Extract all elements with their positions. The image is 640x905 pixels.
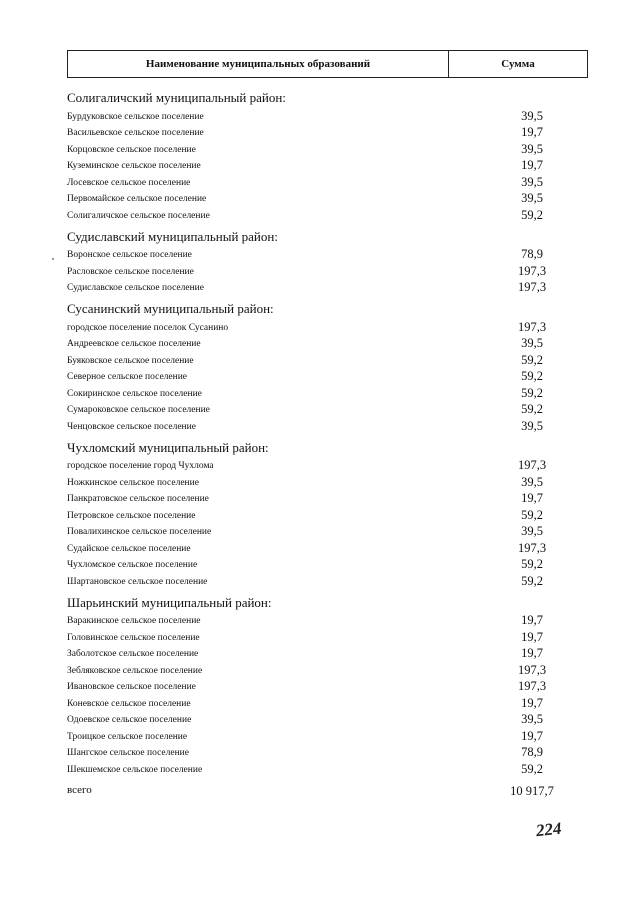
settlement-sum: 59,2 <box>521 761 543 776</box>
table-row <box>67 416 567 433</box>
settlement-sum: 19,7 <box>521 158 543 172</box>
settlement-name: Северное сельское поселение <box>67 372 187 382</box>
handwritten-page-number: 224 <box>535 818 563 841</box>
settlement-sum: 59,2 <box>521 352 543 367</box>
table-body <box>67 88 567 799</box>
table-row <box>67 383 567 400</box>
settlement-sum: 197,3 <box>517 263 547 278</box>
settlement-name: Судиславское сельское поселение <box>67 283 204 293</box>
settlement-sum: 197,3 <box>517 458 547 472</box>
region-title: Чухломский муниципальный район: <box>67 439 269 455</box>
table-row <box>67 611 567 628</box>
region-title: Сусанинский муниципальный район: <box>67 301 274 316</box>
table-row <box>67 261 567 278</box>
table-row <box>67 189 567 206</box>
table-row <box>67 139 567 156</box>
header-name-column: Наименование муниципальных образований <box>68 51 449 77</box>
table-row <box>67 759 567 776</box>
settlement-name: Повалихинское сельское поселение <box>67 527 212 537</box>
settlement-name: Ивановское сельское поселение <box>67 682 196 692</box>
header-sum-column: Сумма <box>501 58 535 70</box>
settlement-name: Куземинское сельское поселение <box>67 161 201 171</box>
table-row <box>67 172 567 189</box>
settlement-name: Одоевское сельское поселение <box>67 715 192 725</box>
table-row <box>67 456 567 473</box>
settlement-sum: 39,5 <box>521 418 543 433</box>
settlement-sum: 19,7 <box>521 629 543 644</box>
settlement-sum: 19,7 <box>521 491 543 505</box>
region-title: Судиславский муниципальный район: <box>67 228 278 244</box>
settlement-name: Солигаличское сельское поселение <box>67 210 210 221</box>
settlement-sum: 59,2 <box>521 207 543 222</box>
settlement-name: Ножкинское сельское поселение <box>67 477 199 488</box>
settlement-name: Бурдуковское сельское поселение <box>67 111 204 122</box>
settlement-name: городское поселение город Чухлома <box>67 461 214 471</box>
table-row <box>67 571 567 588</box>
table-row <box>67 245 567 262</box>
table-row <box>67 726 567 743</box>
settlement-name: Судайское сельское поселение <box>67 543 191 554</box>
settlement-name: Шартановское сельское поселение <box>67 576 208 587</box>
settlement-name: Андреевское сельское поселение <box>67 339 201 349</box>
settlement-sum: 197,3 <box>517 662 547 677</box>
settlement-sum: 197,3 <box>517 540 547 555</box>
table-row <box>67 555 567 572</box>
settlement-sum: 39,5 <box>521 141 543 156</box>
total-sum: 10 917,7 <box>510 783 554 798</box>
settlement-sum: 78,9 <box>521 745 543 759</box>
table-row <box>67 123 567 140</box>
table-row <box>67 538 567 555</box>
settlement-name: Сокиринское сельское поселение <box>67 388 202 399</box>
settlement-sum: 197,3 <box>517 319 547 334</box>
settlement-name: городское поселение поселок Сусанино <box>67 322 229 333</box>
settlement-sum: 39,5 <box>521 474 543 489</box>
settlement-name: Шангское сельское поселение <box>67 748 189 758</box>
settlement-sum: 39,5 <box>521 108 543 123</box>
table-row <box>67 367 567 384</box>
settlement-name: Заболотское сельское поселение <box>67 649 199 659</box>
settlement-name: Панкратовское сельское поселение <box>67 494 209 504</box>
settlement-sum: 39,5 <box>521 524 543 538</box>
settlement-sum: 59,2 <box>521 573 543 588</box>
region-title: Солигаличский муниципальный район: <box>67 90 286 105</box>
settlement-sum: 59,2 <box>521 507 543 522</box>
settlement-sum: 59,2 <box>521 402 543 416</box>
total-label: всего <box>67 783 92 796</box>
table-row <box>67 106 567 123</box>
table-row <box>67 489 567 506</box>
table-row <box>67 677 567 694</box>
group-gap <box>67 588 567 593</box>
settlement-sum: 59,2 <box>521 369 543 383</box>
table-row <box>67 710 567 727</box>
settlement-sum: 19,7 <box>521 646 543 660</box>
settlement-name: Троицкое сельское поселение <box>67 731 188 742</box>
settlement-name: Зебляковское сельское поселение <box>67 665 203 676</box>
table-row <box>67 505 567 522</box>
table-row <box>67 205 567 222</box>
settlement-name: Васильевское сельское поселение <box>67 128 204 138</box>
table-row <box>67 350 567 367</box>
table-row <box>67 522 567 539</box>
settlement-sum: 39,5 <box>521 336 543 350</box>
table-row <box>67 660 567 677</box>
table-row <box>67 156 567 173</box>
settlement-name: Головинское сельское поселение <box>67 632 200 643</box>
group-gap <box>67 222 567 227</box>
settlement-name: Ченцовское сельское поселение <box>67 421 196 432</box>
settlement-name: Буяковское сельское поселение <box>67 355 194 366</box>
settlement-name: Коневское сельское поселение <box>67 698 191 709</box>
settlement-sum: 19,7 <box>521 613 543 627</box>
settlement-sum: 197,3 <box>517 280 547 294</box>
table-row <box>67 334 567 351</box>
settlement-sum: 78,9 <box>521 247 543 261</box>
settlement-sum: 19,7 <box>521 728 543 743</box>
scan-speck <box>52 258 54 260</box>
settlement-sum: 59,2 <box>521 557 543 571</box>
settlement-name: Шекшемское сельское поселение <box>67 764 203 775</box>
table-row <box>67 472 567 489</box>
settlement-name: Петровское сельское поселение <box>67 510 196 521</box>
table-row <box>67 627 567 644</box>
settlement-sum: 197,3 <box>517 679 547 693</box>
region-title: Шарьинский муниципальный район: <box>67 594 272 610</box>
settlement-name: Лосевское сельское поселение <box>67 177 191 188</box>
table-row <box>67 743 567 760</box>
table-row <box>67 693 567 710</box>
table-row <box>67 400 567 417</box>
settlement-sum: 19,7 <box>521 695 543 710</box>
group-gap <box>67 433 567 438</box>
settlement-name: Сумароковское сельское поселение <box>67 405 210 415</box>
settlement-name: Варакинское сельское поселение <box>67 616 201 626</box>
settlement-sum: 39,5 <box>521 712 543 726</box>
settlement-sum: 39,5 <box>521 174 543 189</box>
table-row <box>67 317 567 334</box>
settlement-name: Расловское сельское поселение <box>67 266 194 277</box>
table-row <box>67 278 567 295</box>
settlement-name: Корцовское сельское поселение <box>67 144 196 155</box>
table-header <box>67 50 588 78</box>
table-row <box>67 644 567 661</box>
settlement-name: Воронское сельское поселение <box>67 250 192 260</box>
settlement-name: Первомайское сельское поселение <box>67 194 207 204</box>
total-row <box>67 784 567 799</box>
settlement-sum: 39,5 <box>521 191 543 205</box>
group-gap <box>67 294 567 299</box>
settlement-sum: 19,7 <box>521 125 543 139</box>
settlement-sum: 59,2 <box>521 385 543 400</box>
settlement-name: Чухломское сельское поселение <box>67 560 198 570</box>
